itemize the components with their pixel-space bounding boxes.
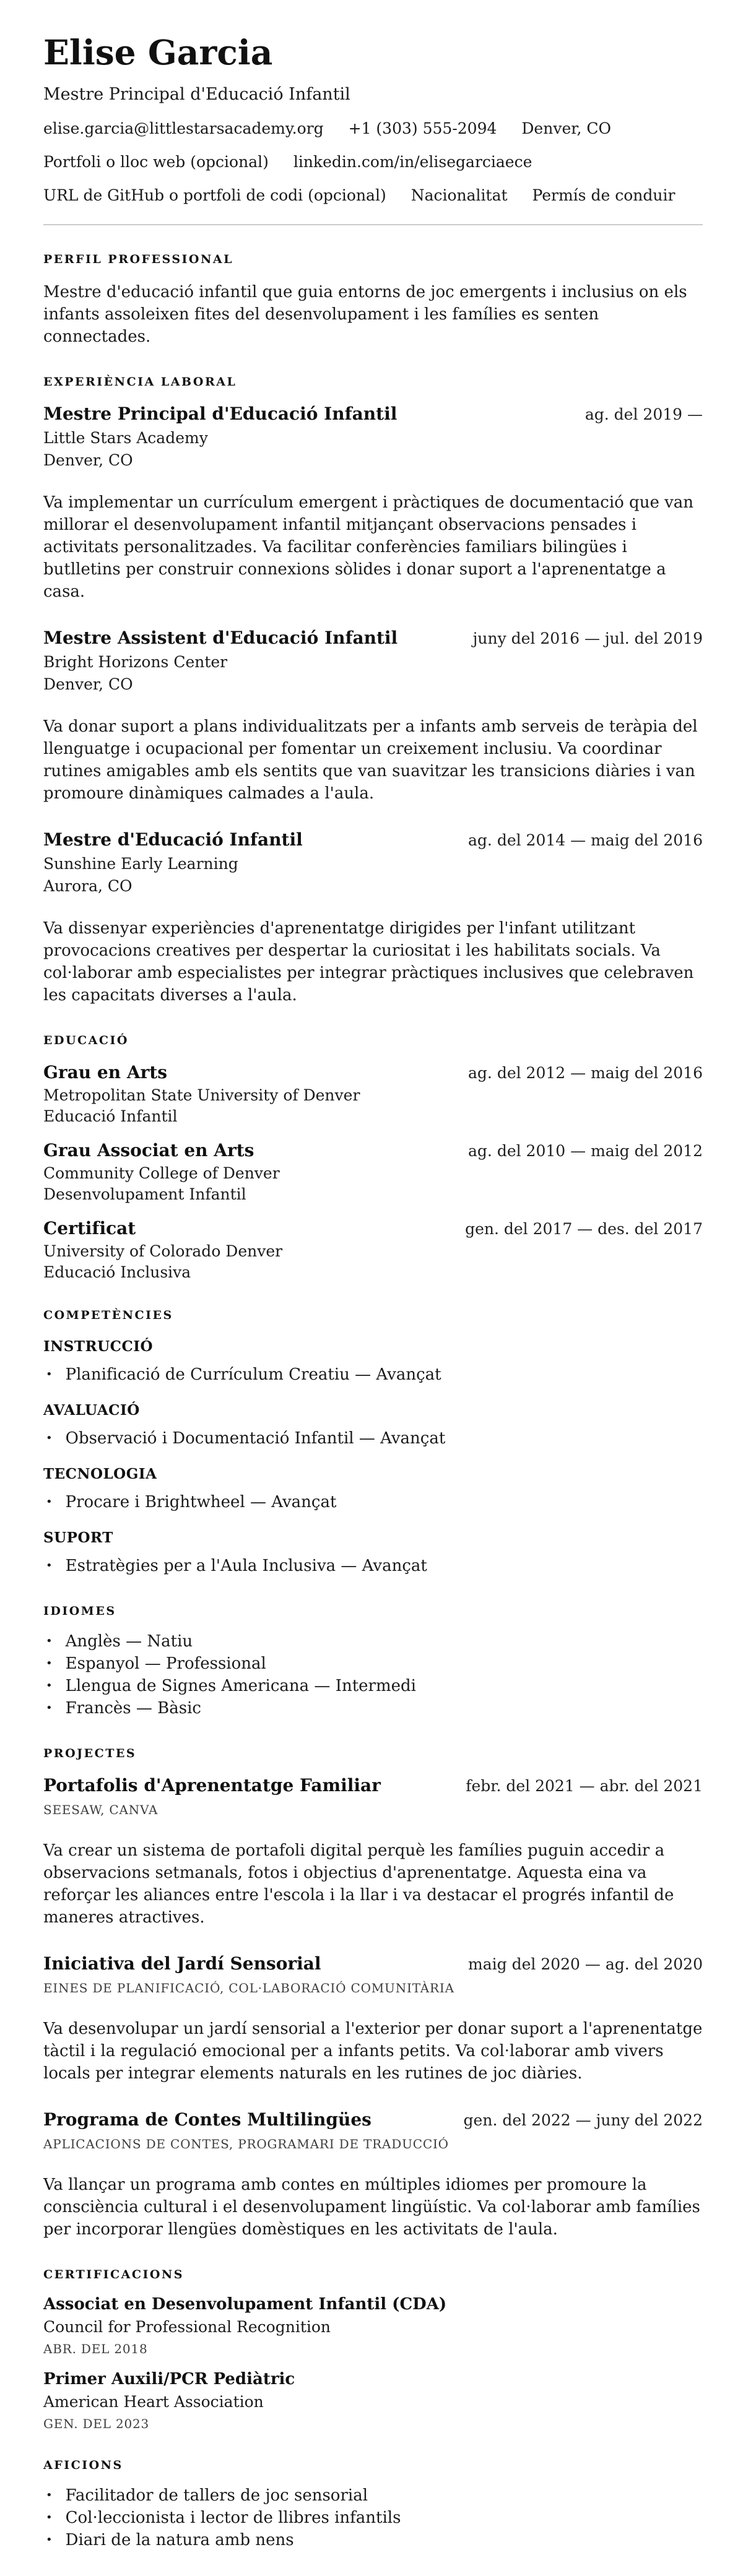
project-entry-head <box>43 1953 703 1974</box>
education-school: Community College of Denver <box>43 1164 280 1182</box>
list-item <box>43 2507 703 2529</box>
education-school: Metropolitan State University of Denver <box>43 1086 360 1104</box>
project-title: Programa de Contes Multilingües <box>43 2109 372 2130</box>
job-company: Little Stars Academy <box>43 428 208 447</box>
language-item-text: Francès — Bàsic <box>65 1698 201 1718</box>
section-projects <box>43 1747 703 2241</box>
project-entry <box>43 1953 703 2085</box>
bullet-icon: • <box>46 1634 53 1648</box>
project-dates: gen. del 2022 — juny del 2022 <box>463 2111 703 2129</box>
section-experience <box>43 375 703 1006</box>
bullet-icon: • <box>46 1431 53 1445</box>
bullet-icon: • <box>46 1558 53 1572</box>
hobby-list <box>43 2484 703 2551</box>
profile-summary-text: Mestre d'educació infantil que guia entorns de joc emergents i inclusius on els infants assoleixen fites del desenvolupament i les famílies es senten connectades. <box>43 282 687 346</box>
skill-group <box>43 1338 703 1386</box>
skill-item-text: Estratègies per a l'Aula Inclusiva — Avançat <box>65 1556 427 1575</box>
skill-group <box>43 1466 703 1513</box>
section-heading-profile: PERFIL PROFESSIONAL <box>43 252 233 266</box>
education-entry <box>43 1218 703 1281</box>
education-field: Desenvolupament Infantil <box>43 1185 246 1203</box>
candidate-job-title: Mestre Principal d'Educació Infantil <box>43 84 350 104</box>
job-entry <box>43 404 703 603</box>
list-item <box>43 1697 703 1719</box>
github-placeholder-text: URL de GitHub o portfoli de codi (opcional) <box>43 186 386 204</box>
skill-group-name: TECNOLOGIA <box>43 1465 157 1482</box>
certification-issuer: American Heart Association <box>43 2392 264 2411</box>
job-description: Va dissenyar experiències d'aprenentatge dirigides per l'infant utilitzant provocacions creatives per despertar la curiositat i les habilitats socials. Va col·laborar amb especialistes per integrar pràctiques inclusives que celebraven les capacitats diverses a l'aula. <box>43 918 694 1005</box>
section-heading-projects: PROJECTES <box>43 1746 137 1760</box>
language-item-text: Llengua de Signes Americana — Intermedi <box>65 1676 416 1695</box>
education-entry-head <box>43 1140 703 1160</box>
job-description: Va donar suport a plans individualitzats per a infants amb serveis de teràpia del llenguatge i ocupacional per fomentar un creixement inclusiu. Va coordinar rutines amigables amb els sentits que van suavitzar les transicions diàries i van promoure dinàmiques calmades a l'aula. <box>43 717 698 803</box>
contact-row-2 <box>43 153 703 171</box>
list-item <box>43 1630 703 1653</box>
language-item-text: Espanyol — Professional <box>65 1654 266 1673</box>
project-entry <box>43 2109 703 2241</box>
location-text: Denver, CO <box>521 119 611 137</box>
list-item <box>43 2484 703 2507</box>
job-company: Sunshine Early Learning <box>43 854 238 873</box>
section-heading-languages: IDIOMES <box>43 1604 116 1618</box>
skill-group <box>43 1402 703 1450</box>
resume-header <box>43 33 703 225</box>
education-field: Educació Infantil <box>43 1107 178 1125</box>
hobby-item-text: Facilitador de tallers de joc sensorial <box>65 2486 368 2505</box>
section-hobbies <box>43 2458 703 2551</box>
job-entry-head <box>43 628 703 648</box>
section-education <box>43 1034 703 1281</box>
section-certifications <box>43 2268 703 2431</box>
project-tools: EINES DE PLANIFICACIÓ, COL·LABORACIÓ COMUNITÀRIA <box>43 1980 454 1995</box>
project-dates: maig del 2020 — ag. del 2020 <box>468 1955 703 1973</box>
project-entry-head <box>43 1775 703 1796</box>
job-company: Bright Horizons Center <box>43 652 228 671</box>
bullet-icon: • <box>46 1679 53 1692</box>
linkedin-text: linkedin.com/in/elisegarciaece <box>293 152 532 171</box>
list-item <box>43 1653 703 1675</box>
certification-title: Primer Auxili/PCR Pediàtric <box>43 2369 295 2388</box>
list-item <box>43 1427 703 1450</box>
project-tools: SEESAW, CANVA <box>43 1802 159 1817</box>
email-text: elise.garcia@littlestarsacademy.org <box>43 119 324 137</box>
job-location: Denver, CO <box>43 451 133 469</box>
skill-list <box>43 1427 703 1450</box>
skill-item-text: Planificació de Currículum Creatiu — Avançat <box>65 1365 441 1384</box>
skill-item-text: Procare i Brightwheel — Avançat <box>65 1492 337 1511</box>
job-location: Denver, CO <box>43 675 133 693</box>
bullet-icon: • <box>46 2488 53 2502</box>
candidate-name: Elise Garcia <box>43 32 273 72</box>
list-item <box>43 1491 703 1513</box>
section-heading-hobbies: AFICIONS <box>43 2458 123 2472</box>
list-item <box>43 1364 703 1386</box>
education-field: Educació Inclusiva <box>43 1263 191 1281</box>
section-heading-certifications: CERTIFICACIONS <box>43 2267 184 2281</box>
skill-group-name: AVALUACIÓ <box>43 1401 140 1419</box>
job-title: Mestre d'Educació Infantil <box>43 829 303 850</box>
certification-date: GEN. DEL 2023 <box>43 2416 150 2431</box>
certification-entry <box>43 2295 703 2356</box>
project-description: Va desenvolupar un jardí sensorial a l'exterior per donar suport a l'aprenentatge tàctil i la regulació emocional per a infants petits. Va col·laborar amb vivers locals per integrar elements naturals en les rutines de joc diàries. <box>43 2019 703 2083</box>
section-languages <box>43 1604 703 1719</box>
education-dates: ag. del 2012 — maig del 2016 <box>468 1063 703 1082</box>
education-school: University of Colorado Denver <box>43 1242 283 1260</box>
project-description: Va llançar un programa amb contes en múltiples idiomes per promoure la consciència cultural i el desenvolupament lingüístic. Va col·laborar amb famílies per incorporar llengües domèstiques en les activitats de l'aula. <box>43 2175 700 2239</box>
education-entry-head <box>43 1062 703 1083</box>
job-location: Aurora, CO <box>43 876 133 895</box>
skill-list <box>43 1491 703 1513</box>
education-entry <box>43 1062 703 1125</box>
skill-list <box>43 1364 703 1386</box>
language-list <box>43 1630 703 1719</box>
job-dates: juny del 2016 — jul. del 2019 <box>472 629 703 647</box>
skill-list <box>43 1555 703 1577</box>
job-dates: ag. del 2019 — <box>584 405 703 423</box>
contact-row-1 <box>43 119 703 137</box>
license-placeholder-text: Permís de conduir <box>532 186 676 204</box>
bullet-icon: • <box>46 2533 53 2546</box>
section-heading-education: EDUCACIÓ <box>43 1033 129 1047</box>
list-item <box>43 2529 703 2551</box>
job-dates: ag. del 2014 — maig del 2016 <box>468 831 703 849</box>
hobby-item-text: Diari de la natura amb nens <box>65 2530 294 2549</box>
bullet-icon: • <box>46 1367 53 1381</box>
project-entry-head <box>43 2109 703 2130</box>
nationality-placeholder-text: Nacionalitat <box>411 186 508 204</box>
job-entry-head <box>43 404 703 424</box>
language-item-text: Anglès — Natiu <box>65 1632 193 1651</box>
project-tools: APLICACIONS DE CONTES, PROGRAMARI DE TRADUCCIÓ <box>43 2136 449 2151</box>
phone-text: +1 (303) 555-2094 <box>348 119 497 137</box>
education-entry-head <box>43 1218 703 1238</box>
bullet-icon: • <box>46 1495 53 1508</box>
job-description: Va implementar un currículum emergent i pràctiques de documentació que van millorar el desenvolupament infantil mitjançant observacions pensades i activitats personalitzades. Va facilitar conferències familiars bilingües i butlletins per construir connexions sòlides i donar suport a l'aprenentatge a casa. <box>43 493 694 601</box>
job-title: Mestre Principal d'Educació Infantil <box>43 403 398 424</box>
skill-group-name: INSTRUCCIÓ <box>43 1338 154 1355</box>
project-description: Va crear un sistema de portafoli digital perquè les famílies puguin accedir a observacions setmanals, fotos i objectius d'aprenentatge. Aquesta eina va reforçar les aliances entre l'escola i la llar i va destacar el progrés infantil de maneres atractives. <box>43 1841 674 1927</box>
project-title: Iniciativa del Jardí Sensorial <box>43 1953 321 1974</box>
education-dates: gen. del 2017 — des. del 2017 <box>465 1219 703 1238</box>
certification-entry <box>43 2370 703 2431</box>
contact-row-3 <box>43 186 703 204</box>
job-entry <box>43 628 703 805</box>
section-profile <box>43 253 703 348</box>
education-degree: Grau en Arts <box>43 1061 168 1083</box>
skill-group-name: SUPORT <box>43 1529 113 1546</box>
bullet-icon: • <box>46 1656 53 1670</box>
job-title: Mestre Assistent d'Educació Infantil <box>43 627 398 648</box>
job-entry-head <box>43 829 703 850</box>
education-entry <box>43 1140 703 1203</box>
section-heading-experience: EXPERIÈNCIA LABORAL <box>43 374 237 389</box>
certification-title: Associat en Desenvolupament Infantil (CDA) <box>43 2294 447 2314</box>
bullet-icon: • <box>46 2510 53 2524</box>
project-title: Portafolis d'Aprenentatge Familiar <box>43 1774 381 1796</box>
hobby-item-text: Col·leccionista i lector de llibres infantils <box>65 2508 401 2527</box>
portfolio-placeholder-text: Portfoli o lloc web (opcional) <box>43 152 269 171</box>
section-skills <box>43 1308 703 1577</box>
project-entry <box>43 1775 703 1929</box>
education-degree: Grau Associat en Arts <box>43 1139 254 1160</box>
list-item <box>43 1555 703 1577</box>
certification-issuer: Council for Professional Recognition <box>43 2317 331 2336</box>
list-item <box>43 1675 703 1697</box>
bullet-icon: • <box>46 1701 53 1714</box>
job-entry <box>43 829 703 1006</box>
certification-date: ABR. DEL 2018 <box>43 2341 148 2356</box>
header-divider <box>43 224 703 225</box>
section-heading-skills: COMPETÈNCIES <box>43 1308 173 1322</box>
education-dates: ag. del 2010 — maig del 2012 <box>468 1141 703 1160</box>
education-degree: Certificat <box>43 1217 136 1238</box>
skill-item-text: Observació i Documentació Infantil — Avançat <box>65 1428 446 1448</box>
project-dates: febr. del 2021 — abr. del 2021 <box>466 1776 703 1795</box>
skill-group <box>43 1529 703 1577</box>
